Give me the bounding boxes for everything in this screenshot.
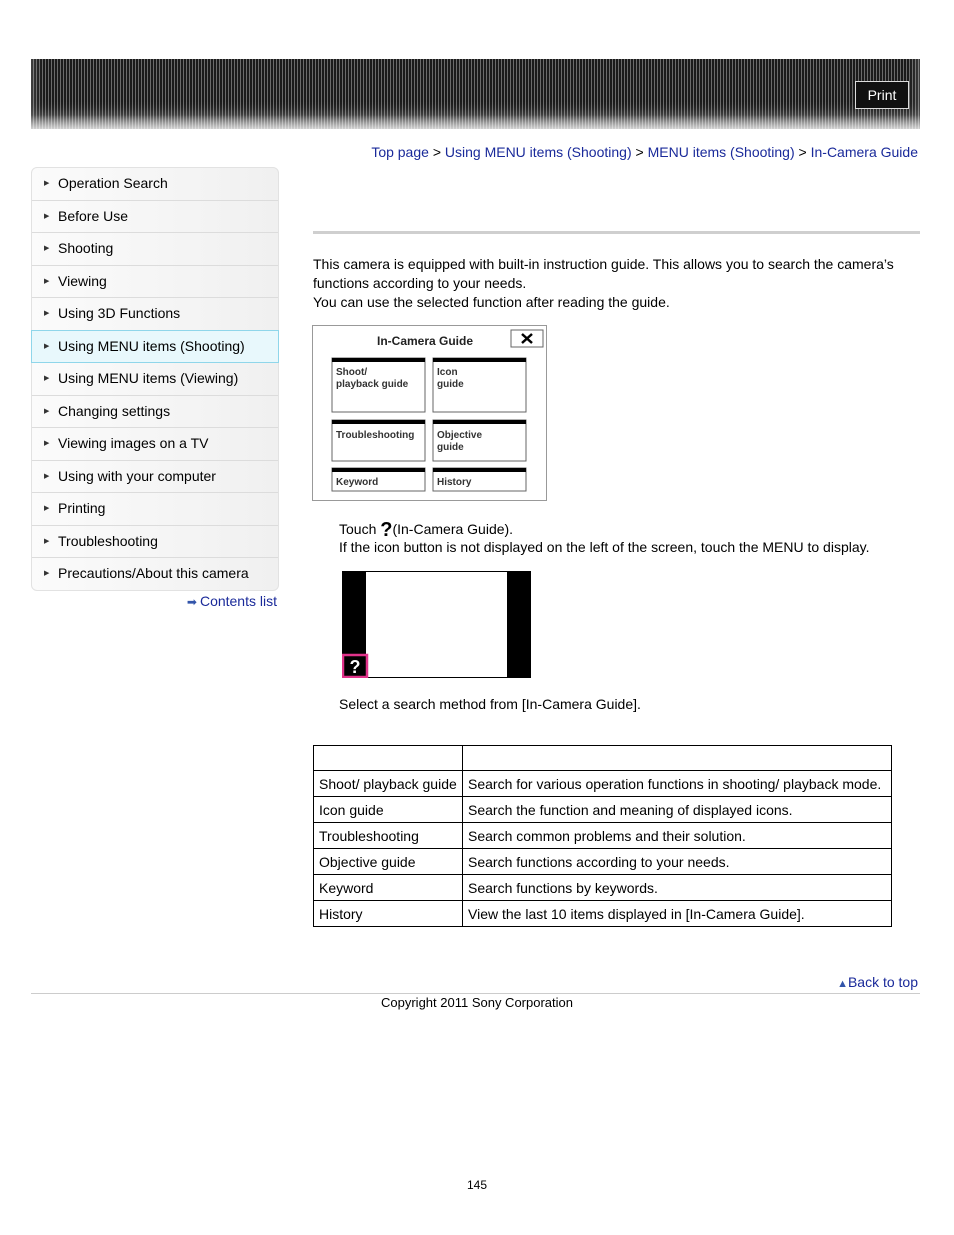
back-to-top-link[interactable] (837, 974, 918, 990)
breadcrumb-menu-items-shooting[interactable]: MENU items (Shooting) (647, 144, 795, 160)
sidebar-item-label: Operation Search (58, 175, 168, 191)
table-row (314, 797, 892, 823)
intro-paragraph: You can use the selected function after reading the guide. (313, 294, 670, 310)
sidebar-nav (31, 167, 279, 591)
breadcrumb-separator: > (798, 144, 807, 160)
guide-image-title: In-Camera Guide (377, 334, 474, 348)
guide-image-btn-history (433, 468, 526, 491)
sidebar-item-menu-viewing[interactable] (32, 363, 278, 396)
table-cell: Shoot/ playback guide (314, 771, 463, 797)
step-1-note: If the icon button is not displayed on the left of the screen, touch the MENU to display. (339, 539, 870, 555)
triangle-right-icon: ▶ (44, 342, 50, 350)
table-cell: Icon guide (314, 797, 463, 823)
table-row (314, 901, 892, 927)
header-fade (31, 115, 920, 129)
triangle-right-icon: ▶ (44, 277, 50, 285)
sidebar-item-menu-shooting[interactable] (31, 330, 279, 364)
table-row (314, 849, 892, 875)
guide-image-btn-objective (433, 420, 526, 461)
triangle-right-icon: ▶ (44, 570, 50, 577)
table-row (314, 875, 892, 901)
help-button-icon (343, 655, 367, 677)
sidebar-item-label: Changing settings (58, 402, 171, 419)
guide-image-btn-troubleshooting (332, 420, 425, 461)
breadcrumb-top-page[interactable]: Top page (371, 144, 429, 160)
triangle-right-icon: ▶ (44, 245, 50, 252)
sidebar-item-label: Shooting (58, 240, 114, 256)
svg-text:guide: guide (437, 379, 464, 390)
sidebar-item-viewing[interactable] (32, 266, 278, 299)
svg-text:Icon: Icon (437, 367, 458, 378)
table-cell: Search common problems and their solution. (463, 823, 892, 849)
table-row (314, 771, 892, 797)
triangle-right-icon: ▶ (44, 407, 50, 415)
sidebar-item-before-use[interactable] (32, 201, 278, 234)
search-methods-table (313, 745, 892, 927)
triangle-right-icon: ▶ (44, 472, 50, 480)
sidebar-item-troubleshooting[interactable] (32, 526, 278, 559)
table-cell: View the last 10 items displayed in [In-Camera Guide]. (463, 901, 892, 927)
copyright: Copyright 2011 Sony Corporation (381, 995, 573, 1010)
footer-rule (31, 993, 920, 994)
breadcrumb-separator: > (635, 144, 644, 160)
step-1-line (339, 519, 919, 541)
svg-text:Objective: Objective (437, 430, 483, 441)
intro-paragraph: This camera is equipped with built-in instruction guide. This allows you to search the camera’s functions according to your needs. (313, 256, 894, 291)
arrow-right-icon: ➡ (186, 595, 197, 609)
step-1 (339, 520, 919, 556)
step-1-touch: Touch (339, 521, 377, 537)
sidebar-item-label: Precautions/About this camera (58, 565, 249, 581)
contents-list-label: Contents list (199, 593, 277, 609)
back-to-top-label: Back to top (847, 974, 918, 990)
sidebar-item-label: Troubleshooting (58, 532, 158, 549)
sidebar-item-printing[interactable] (32, 493, 278, 526)
triangle-right-icon: ▶ (44, 375, 50, 382)
svg-text:playback guide: playback guide (336, 379, 409, 390)
question-mark-icon: ? (380, 519, 393, 541)
guide-image-btn-label: Keyword (336, 477, 379, 488)
sidebar-item-label: Using 3D Functions (58, 305, 181, 321)
breadcrumb (371, 144, 918, 160)
sidebar-item-shooting[interactable] (32, 233, 278, 266)
sidebar-item-3d-functions[interactable] (32, 298, 278, 331)
table-header-cell (314, 746, 463, 771)
triangle-right-icon: ▶ (44, 505, 50, 512)
sidebar-item-label: Viewing (58, 272, 107, 289)
step-1-paren: (In-Camera Guide). (392, 521, 514, 537)
guide-image-btn-label: Troubleshooting (336, 430, 415, 441)
breadcrumb-using-menu-shooting[interactable]: Using MENU items (Shooting) (444, 144, 632, 160)
table-row (314, 823, 892, 849)
table-cell: Keyword (314, 875, 463, 901)
sidebar-item-label: Before Use (58, 207, 129, 224)
sidebar-item-operation-search[interactable] (32, 168, 278, 201)
table-cell: Search functions according to your needs. (463, 849, 892, 875)
step-2: Select a search method from [In-Camera Guide]. (339, 696, 641, 712)
table-header-cell (463, 746, 892, 771)
guide-image-btn-label: History (437, 477, 472, 488)
print-button[interactable]: Print (855, 81, 909, 109)
sidebar-item-label: Using MENU items (Shooting) (58, 337, 245, 354)
table-cell: Search functions by keywords. (463, 875, 892, 901)
sidebar-item-computer[interactable] (32, 461, 278, 494)
triangle-right-icon: ▶ (44, 440, 50, 447)
triangle-right-icon: ▶ (44, 310, 50, 317)
triangle-right-icon: ▶ (44, 180, 50, 187)
breadcrumb-separator: > (432, 144, 441, 160)
sidebar-item-precautions[interactable] (32, 558, 278, 590)
sidebar-item-changing-settings[interactable] (32, 396, 278, 429)
in-camera-guide-screen-image (312, 325, 547, 501)
table-cell: Objective guide (314, 849, 463, 875)
page-number: 145 (466, 1178, 488, 1192)
sidebar-item-label: Using with your computer (58, 467, 216, 484)
intro-text (313, 255, 913, 312)
table-cell: History (314, 901, 463, 927)
sidebar-item-label: Printing (58, 500, 106, 516)
camera-screen-image (342, 571, 531, 678)
table-cell: Search for various operation functions in shooting/ playback mode. (463, 771, 892, 797)
title-rule (313, 231, 920, 234)
table-cell: Troubleshooting (314, 823, 463, 849)
breadcrumb-in-camera-guide[interactable]: In-Camera Guide (810, 144, 918, 160)
sidebar-item-viewing-tv[interactable] (32, 428, 278, 461)
guide-image-btn-keyword (332, 468, 425, 491)
table-cell: Search the function and meaning of displayed icons. (463, 797, 892, 823)
sidebar-item-label: Using MENU items (Viewing) (58, 370, 239, 386)
table-header-row (314, 746, 892, 771)
guide-image-btn-icon (433, 358, 526, 412)
contents-list-link[interactable] (187, 593, 277, 609)
guide-image-btn-shoot (332, 358, 425, 412)
triangle-right-icon: ▶ (44, 212, 50, 220)
svg-text:guide: guide (437, 442, 464, 453)
sidebar-item-label: Viewing images on a TV (58, 435, 209, 451)
triangle-up-icon: ▲ (837, 978, 848, 990)
svg-text:Shoot/: Shoot/ (336, 367, 368, 378)
triangle-right-icon: ▶ (44, 537, 50, 545)
svg-text:?: ? (349, 657, 361, 677)
